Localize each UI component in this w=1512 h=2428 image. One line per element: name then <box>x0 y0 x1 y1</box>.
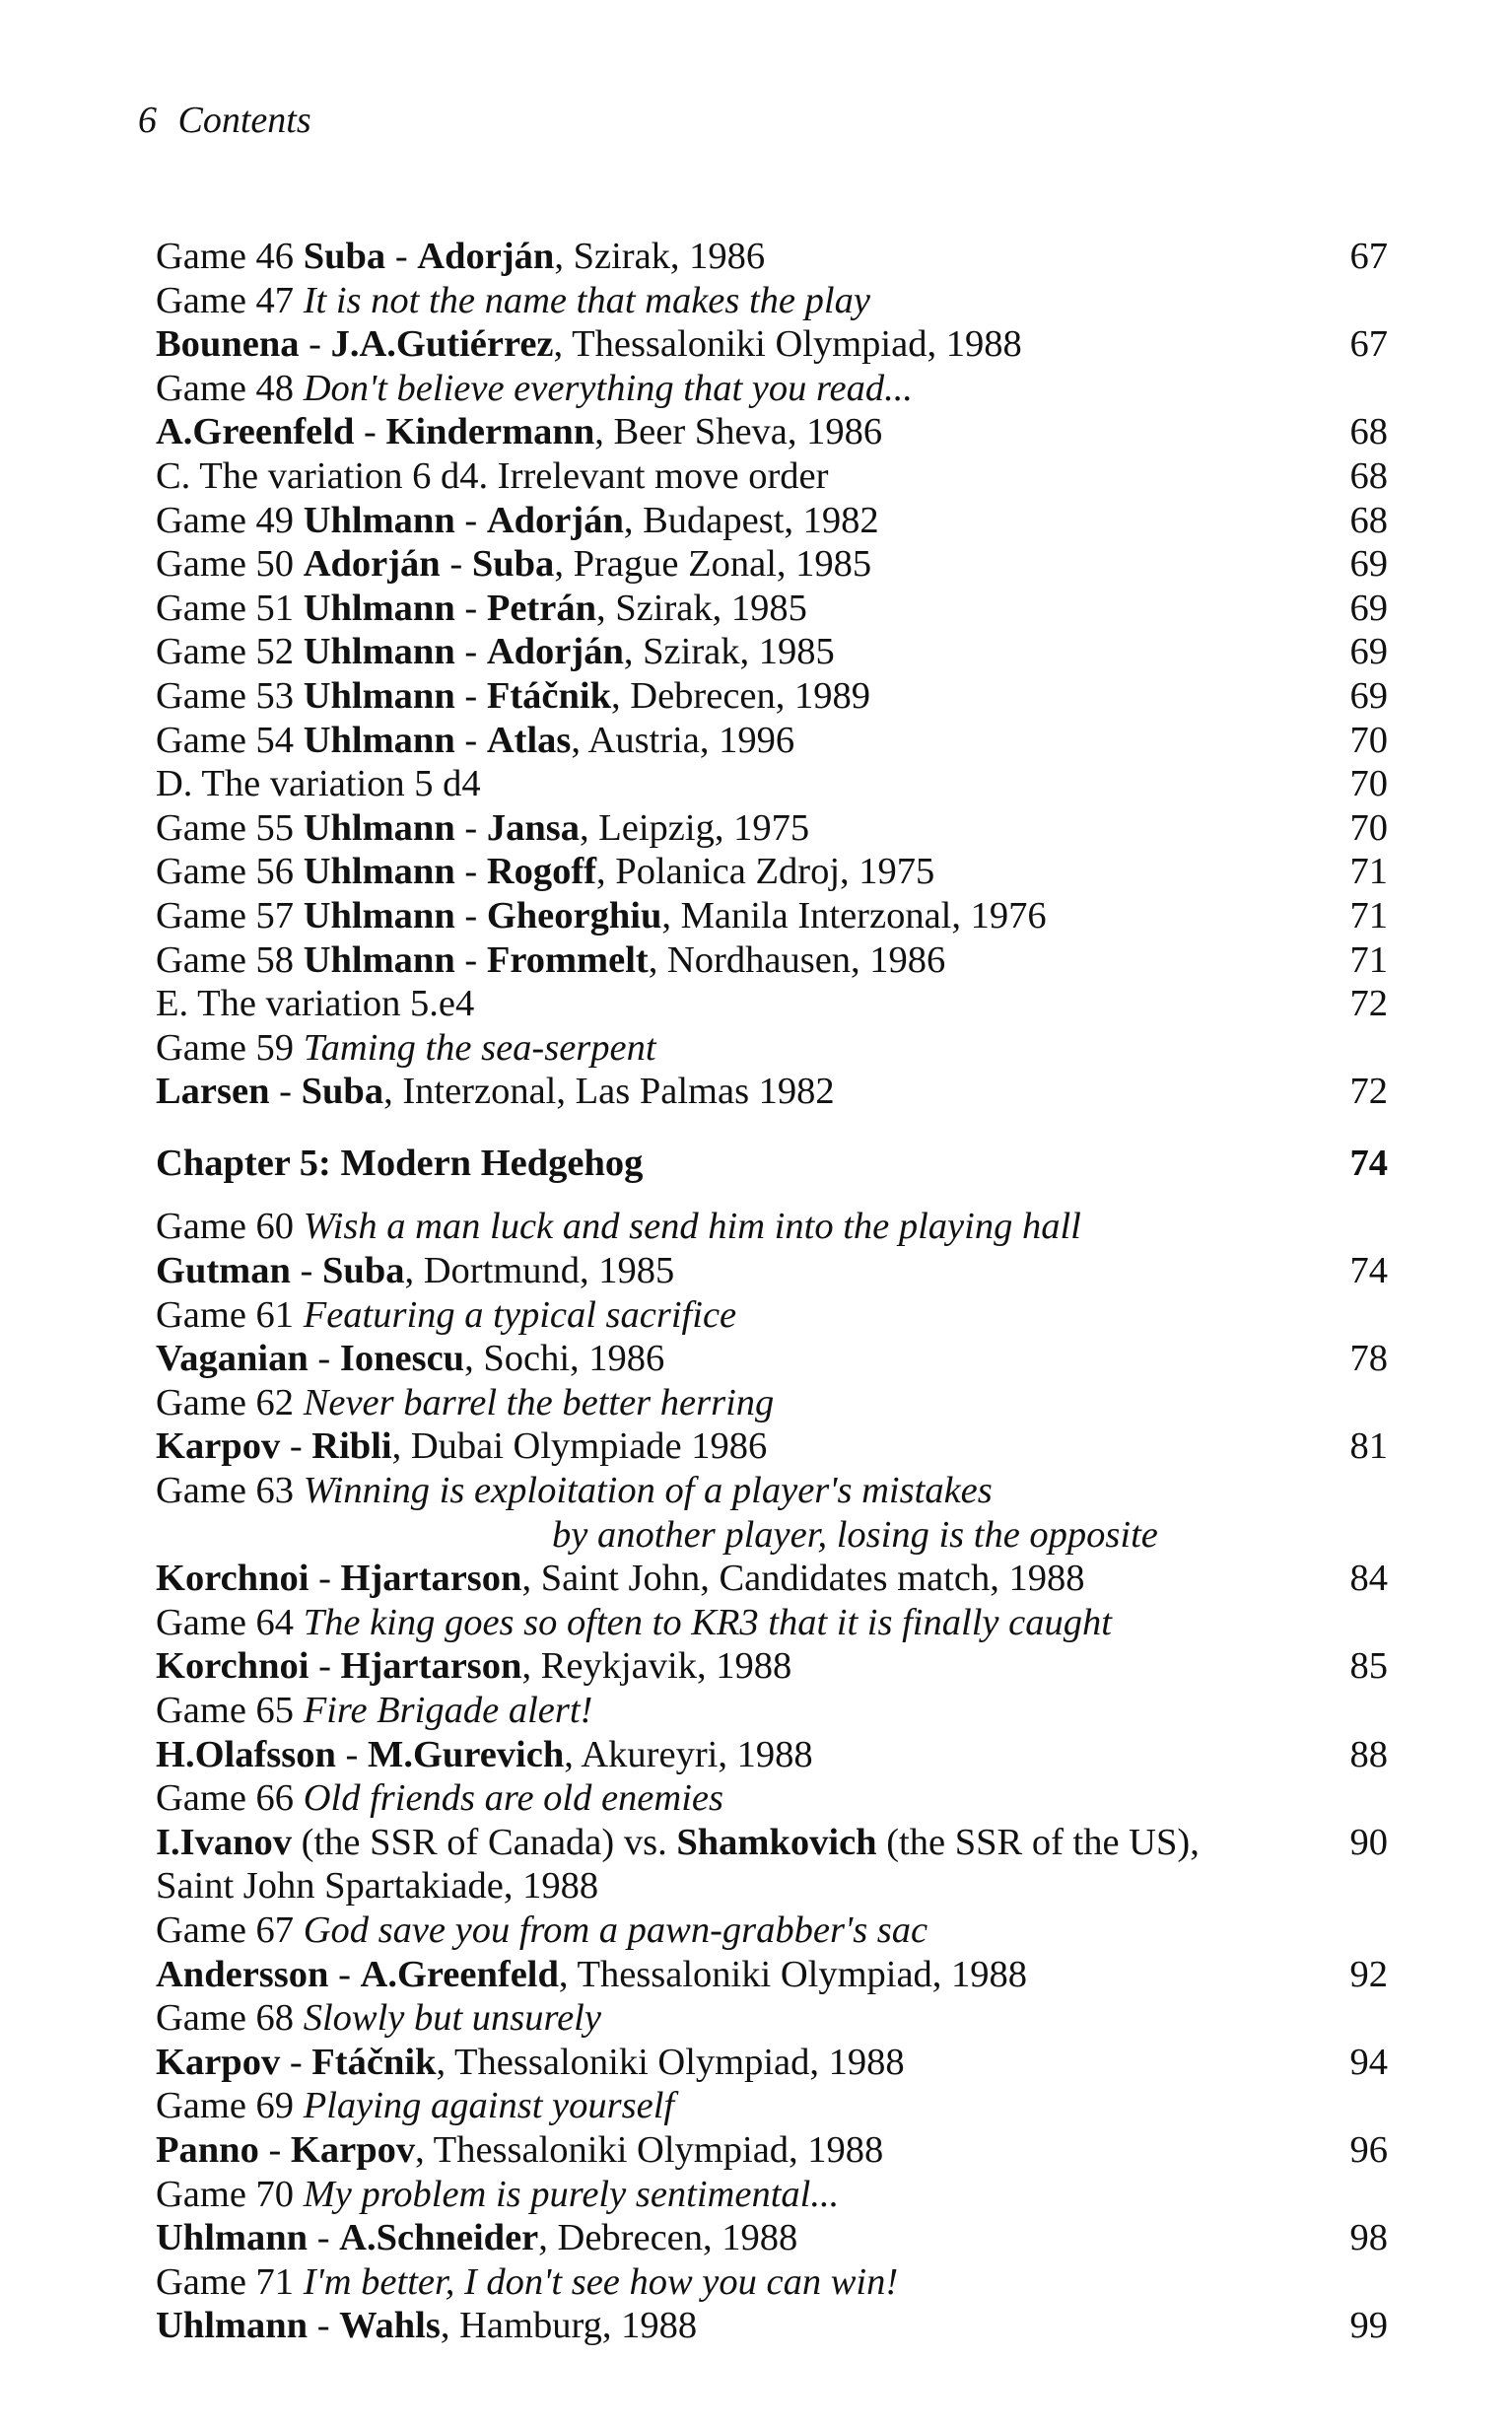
toc-entry-game-title <box>156 1908 1388 1953</box>
player-white: Uhlmann <box>156 2305 309 2347</box>
game-details: , Akureyri, 1988 <box>564 1733 813 1775</box>
game-label: Game 64 <box>156 1601 295 1643</box>
game-title: The king goes so often to KR3 that it is finally caught <box>303 1601 1112 1643</box>
game-label: Game 50 <box>156 543 295 586</box>
page-number: 92 <box>1349 1953 1388 1995</box>
toc-entry-game: Game 50 Adorján - Suba, Prague Zonal, 1985 69 <box>156 543 1388 586</box>
player-black: Suba <box>322 1250 405 1292</box>
player-white: Vaganian <box>156 1338 309 1380</box>
chapter-heading <box>156 1142 1388 1186</box>
game-details: , Thessaloniki Olympiad, 1988 <box>553 323 1022 366</box>
page-number: 88 <box>1349 1733 1388 1775</box>
toc-entry-game: Game 46 Suba - Adorján, Szirak, 1986 67 <box>156 236 1388 277</box>
game-label: Game 67 <box>156 1908 295 1951</box>
game-title: Featuring a typical sacrifice <box>303 1293 737 1336</box>
player-white: Gutman <box>156 1250 291 1292</box>
player-white: Korchnoi <box>156 1558 309 1600</box>
game-label: Game 65 <box>156 1690 295 1731</box>
game-label: Game 47 <box>156 279 295 321</box>
game-details: , Leipzig, 1975 <box>579 806 810 849</box>
game-label: Game 49 <box>156 499 295 541</box>
game-title: Slowly but unsurely <box>303 1997 601 2040</box>
toc-entry-players: Bounena - J.A.Gutiérrez, Thessaloniki Olympiad, 1988 67 <box>156 323 1388 366</box>
page-number: 96 <box>1349 2128 1388 2171</box>
game-title: Playing against yourself <box>303 2085 675 2127</box>
player-black: M.Gurevich <box>368 1733 565 1775</box>
section-title: E. The variation 5.e4 <box>156 983 475 1025</box>
game-title: My problem is purely sentimental... <box>303 2173 840 2215</box>
toc-entry-game-title <box>156 279 1388 323</box>
game-title: by another player, losing is the opposite <box>552 1513 1158 1556</box>
player-black: A.Schneider <box>339 2217 539 2259</box>
player-white: Korchnoi <box>156 1645 309 1688</box>
game-label: Game 48 <box>156 367 295 409</box>
page-number: 72 <box>1349 1071 1388 1113</box>
game-details: , Debrecen, 1988 <box>538 2217 798 2259</box>
game-details: , Prague Zonal, 1985 <box>554 543 872 586</box>
game-label: Game 70 <box>156 2173 295 2215</box>
toc-section-heading <box>156 454 1388 499</box>
player-white: Bounena <box>156 323 300 366</box>
game-title: Fire Brigade alert! <box>303 1690 593 1731</box>
toc-entry-players: Karpov - Ftáčnik, Thessaloniki Olympiad, 1988 94 <box>156 2041 1388 2083</box>
game-title: Wish a man luck and send him into the playing hall <box>303 1206 1081 1248</box>
game-details: , Szirak, 1985 <box>596 587 807 629</box>
player-white: Karpov <box>156 1425 281 1468</box>
toc-entry-game-title <box>156 1776 1388 1821</box>
toc-entry-game-title <box>156 2084 1388 2128</box>
game-label: Game 51 <box>156 587 295 629</box>
page-number: 70 <box>1349 763 1388 805</box>
player-black: J.A.Gutiérrez <box>330 323 554 366</box>
player-white: Uhlmann <box>303 806 455 849</box>
game-label: Game 46 <box>156 236 295 277</box>
table-of-contents <box>156 235 1388 2348</box>
game-title: Old friends are old enemies <box>303 1777 723 1820</box>
player-black: Hjartarson <box>340 1645 522 1688</box>
game-details: , Thessaloniki Olympiad, 1988 <box>415 2128 884 2171</box>
game-details: , Thessaloniki Olympiad, 1988 <box>436 2041 905 2083</box>
player-black: A.Greenfeld <box>360 1953 559 1995</box>
game-label: Game 56 <box>156 851 295 893</box>
game-details: , Thessaloniki Olympiad, 1988 <box>558 1953 1028 1995</box>
toc-entry-players: H.Olafsson - M.Gurevich, Akureyri, 1988 88 <box>156 1733 1388 1775</box>
game-details: , Interzonal, Las Palmas 1982 <box>383 1071 835 1113</box>
toc-section-heading <box>156 762 1388 806</box>
game-label: Game 63 <box>156 1470 295 1512</box>
player-note: (the SSR of Canada) vs. <box>292 1821 677 1863</box>
player-white: A.Greenfeld <box>156 411 355 453</box>
toc-entry-game: Game 51 Uhlmann - Petrán, Szirak, 1985 69 <box>156 587 1388 629</box>
toc-entry-game: Game 58 Uhlmann - Frommelt, Nordhausen, 1986 71 <box>156 938 1388 981</box>
continuation-text: Saint John Spartakiade, 1988 <box>156 1865 599 1908</box>
toc-entry-players: Andersson - A.Greenfeld, Thessaloniki Olympiad, 1988 92 <box>156 1953 1388 1995</box>
game-title: Winning is exploitation of a player's mistakes <box>303 1470 993 1512</box>
player-white: Panno <box>156 2128 259 2171</box>
game-label: Game 59 <box>156 1026 295 1069</box>
player-black: Ftáčnik <box>486 674 612 717</box>
toc-entry-game: Game 57 Uhlmann - Gheorghiu, Manila Interzonal, 1976 71 <box>156 894 1388 937</box>
page-number: 67 <box>1349 323 1388 366</box>
toc-entry-continuation <box>156 1864 1388 1908</box>
toc-entry-game: Game 49 Uhlmann - Adorján, Budapest, 1982 68 <box>156 499 1388 541</box>
player-black: Adorján <box>486 499 624 541</box>
game-title: Don't believe everything that you read... <box>303 367 914 409</box>
toc-entry-players: A.Greenfeld - Kindermann, Beer Sheva, 1986 68 <box>156 411 1388 453</box>
player-black: Karpov <box>290 2128 416 2171</box>
game-details: , Hamburg, 1988 <box>440 2305 698 2347</box>
player-black: Suba <box>471 543 555 586</box>
toc-entry-players: Uhlmann - Wahls, Hamburg, 1988 99 <box>156 2305 1388 2347</box>
toc-entry-game-title <box>156 2173 1388 2217</box>
player-white: Uhlmann <box>303 851 455 893</box>
game-label: Game 53 <box>156 674 295 717</box>
chapter-title: Chapter 5: Modern Hedgehog <box>156 1142 644 1184</box>
game-details: , Austria, 1996 <box>571 719 795 761</box>
game-label: Game 54 <box>156 719 295 761</box>
spacer <box>156 1185 1388 1205</box>
player-white: Uhlmann <box>303 719 455 761</box>
toc-entry-game: Game 52 Uhlmann - Adorján, Szirak, 1985 69 <box>156 631 1388 673</box>
player-black: Ftáčnik <box>311 2041 437 2083</box>
section-title: C. The variation 6 d4. Irrelevant move order <box>156 454 829 497</box>
player-black: Ribli <box>311 1425 392 1468</box>
page-number: 81 <box>1349 1425 1388 1468</box>
toc-entry-game-title <box>156 1205 1388 1249</box>
player-white: Uhlmann <box>303 674 455 717</box>
page-number: 85 <box>1349 1645 1388 1688</box>
player-white: Karpov <box>156 2041 281 2083</box>
toc-entry-players: Korchnoi - Hjartarson, Reykjavik, 1988 85 <box>156 1645 1388 1688</box>
spacer <box>156 1114 1388 1142</box>
toc-entry-game: Game 56 Uhlmann - Rogoff, Polanica Zdroj, 1975 71 <box>156 851 1388 893</box>
game-label: Game 71 <box>156 2260 295 2303</box>
player-white: H.Olafsson <box>156 1733 336 1775</box>
page-number: 69 <box>1349 543 1388 586</box>
game-details: , Dortmund, 1985 <box>404 1250 675 1292</box>
page-number: 74 <box>1349 1250 1388 1292</box>
toc-entry-game-title <box>156 2260 1388 2305</box>
player-black: Jansa <box>486 806 580 849</box>
chapter-page-number: 74 <box>1349 1142 1388 1184</box>
game-title: It is not the name that makes the play <box>303 279 870 321</box>
game-label: Game 69 <box>156 2085 295 2127</box>
player-white: Uhlmann <box>303 499 455 541</box>
toc-entry-game-title <box>156 1026 1388 1071</box>
toc-section-chapter-5 <box>156 1205 1388 2347</box>
player-white: I.Ivanov <box>156 1821 293 1863</box>
game-label: Game 55 <box>156 806 295 849</box>
player-black: Wahls <box>339 2305 441 2347</box>
toc-entry-game: Game 55 Uhlmann - Jansa, Leipzig, 1975 70 <box>156 806 1388 849</box>
game-details: , Sochi, 1986 <box>464 1338 665 1380</box>
game-details: , Saint John, Candidates match, 1988 <box>521 1558 1085 1600</box>
player-white: Larsen <box>156 1071 270 1113</box>
game-label: Game 52 <box>156 631 295 673</box>
player-white: Andersson <box>156 1953 329 1995</box>
game-details: , Beer Sheva, 1986 <box>594 411 883 453</box>
header-title: Contents <box>177 100 311 141</box>
page-number: 78 <box>1349 1338 1388 1380</box>
player-black: Suba <box>301 1071 384 1113</box>
toc-entry-game-title <box>156 1381 1388 1425</box>
page-number: 70 <box>1349 719 1388 761</box>
game-title: Never barrel the better herring <box>303 1381 775 1423</box>
toc-entry-game-title <box>156 1689 1388 1733</box>
player-black: Ionescu <box>339 1338 465 1380</box>
game-label: Game 62 <box>156 1381 295 1423</box>
toc-entry-game-title <box>156 1601 1388 1645</box>
toc-section-chapter-4-continued <box>156 235 1388 1114</box>
game-details: , Reykjavik, 1988 <box>521 1645 792 1688</box>
toc-entry-game: Game 53 Uhlmann - Ftáčnik, Debrecen, 1989 69 <box>156 674 1388 717</box>
toc-entry-game-title <box>156 1293 1388 1338</box>
player-black: Rogoff <box>486 851 597 893</box>
player-white: Uhlmann <box>303 894 455 937</box>
page-number: 69 <box>1349 674 1388 717</box>
game-title: God save you from a pawn-grabber's sac <box>303 1908 928 1951</box>
game-label: Game 66 <box>156 1777 295 1820</box>
player-white: Adorján <box>303 543 441 586</box>
player-white: Uhlmann <box>156 2217 309 2259</box>
page-number: 68 <box>1349 499 1388 541</box>
player-white: Uhlmann <box>303 631 455 673</box>
page-number: 69 <box>1349 587 1388 629</box>
player-white: Suba <box>303 236 386 277</box>
game-label: Game 68 <box>156 1997 295 2040</box>
toc-entry-players: Gutman - Suba, Dortmund, 1985 74 <box>156 1250 1388 1292</box>
page-number: 70 <box>1349 806 1388 849</box>
game-details: , Szirak, 1986 <box>554 236 766 277</box>
player-black: Adorján <box>417 236 555 277</box>
game-details: (the SSR of the US), <box>876 1821 1200 1863</box>
toc-entry-players: Uhlmann - A.Schneider, Debrecen, 1988 98 <box>156 2217 1388 2259</box>
game-details: , Debrecen, 1989 <box>611 674 871 717</box>
section-title: D. The variation 5 d4 <box>156 763 481 805</box>
page-number: 68 <box>1349 411 1388 453</box>
game-details: , Szirak, 1985 <box>623 631 835 673</box>
toc-entry-game-title <box>156 1996 1388 2041</box>
page-number: 71 <box>1349 851 1388 893</box>
game-details: , Nordhausen, 1986 <box>648 938 946 981</box>
game-label: Game 57 <box>156 894 295 937</box>
toc-entry-players: Karpov - Ribli, Dubai Olympiade 1986 81 <box>156 1425 1388 1468</box>
game-label: Game 60 <box>156 1206 295 1248</box>
toc-entry-players: Vaganian - Ionescu, Sochi, 1986 78 <box>156 1338 1388 1380</box>
toc-entry-players: Panno - Karpov, Thessaloniki Olympiad, 1988 96 <box>156 2128 1388 2171</box>
player-black: Frommelt <box>486 938 649 981</box>
page-number: 71 <box>1349 938 1388 981</box>
toc-entry-game-title <box>156 367 1388 411</box>
player-white: Uhlmann <box>303 587 455 629</box>
page-number: 99 <box>1349 2305 1388 2347</box>
page-number: 69 <box>1349 631 1388 673</box>
game-title: I'm better, I don't see how you can win! <box>303 2260 899 2303</box>
game-label: Game 58 <box>156 938 295 981</box>
page-number: 71 <box>1349 894 1388 937</box>
player-black: Kindermann <box>385 411 595 453</box>
player-black: Shamkovich <box>676 1821 877 1863</box>
toc-entry-players: Korchnoi - Hjartarson, Saint John, Candidates match, 1988 84 <box>156 1558 1388 1600</box>
player-black: Adorján <box>486 631 624 673</box>
toc-entry-game: Game 54 Uhlmann - Atlas, Austria, 1996 70 <box>156 719 1388 761</box>
toc-entry-players: Larsen - Suba, Interzonal, Las Palmas 1982 72 <box>156 1071 1388 1113</box>
game-details: , Budapest, 1982 <box>623 499 879 541</box>
toc-section-heading <box>156 982 1388 1026</box>
page-number: 98 <box>1349 2217 1388 2259</box>
page-number: 90 <box>1349 1821 1388 1863</box>
page-number: 68 <box>1349 454 1388 497</box>
game-label: Game 61 <box>156 1293 295 1336</box>
toc-entry-game-title <box>156 1469 1388 1513</box>
player-white: Uhlmann <box>303 938 455 981</box>
page-number: 94 <box>1349 2041 1388 2083</box>
game-details: , Manila Interzonal, 1976 <box>661 894 1047 937</box>
running-header <box>138 99 311 142</box>
page-number: 72 <box>1349 983 1388 1025</box>
player-black: Atlas <box>486 719 572 761</box>
page-number: 84 <box>1349 1558 1388 1600</box>
player-black: Gheorghiu <box>486 894 662 937</box>
page-number: 67 <box>1349 236 1388 277</box>
player-black: Petrán <box>486 587 597 629</box>
game-details: , Polanica Zdroj, 1975 <box>596 851 935 893</box>
game-title: Taming the sea-serpent <box>303 1026 656 1069</box>
game-details: , Dubai Olympiade 1986 <box>391 1425 768 1468</box>
header-page-number: 6 <box>138 100 157 141</box>
player-black: Hjartarson <box>340 1558 522 1600</box>
toc-entry-players <box>156 1821 1388 1865</box>
toc-entry-game-title-continued <box>156 1513 1388 1558</box>
